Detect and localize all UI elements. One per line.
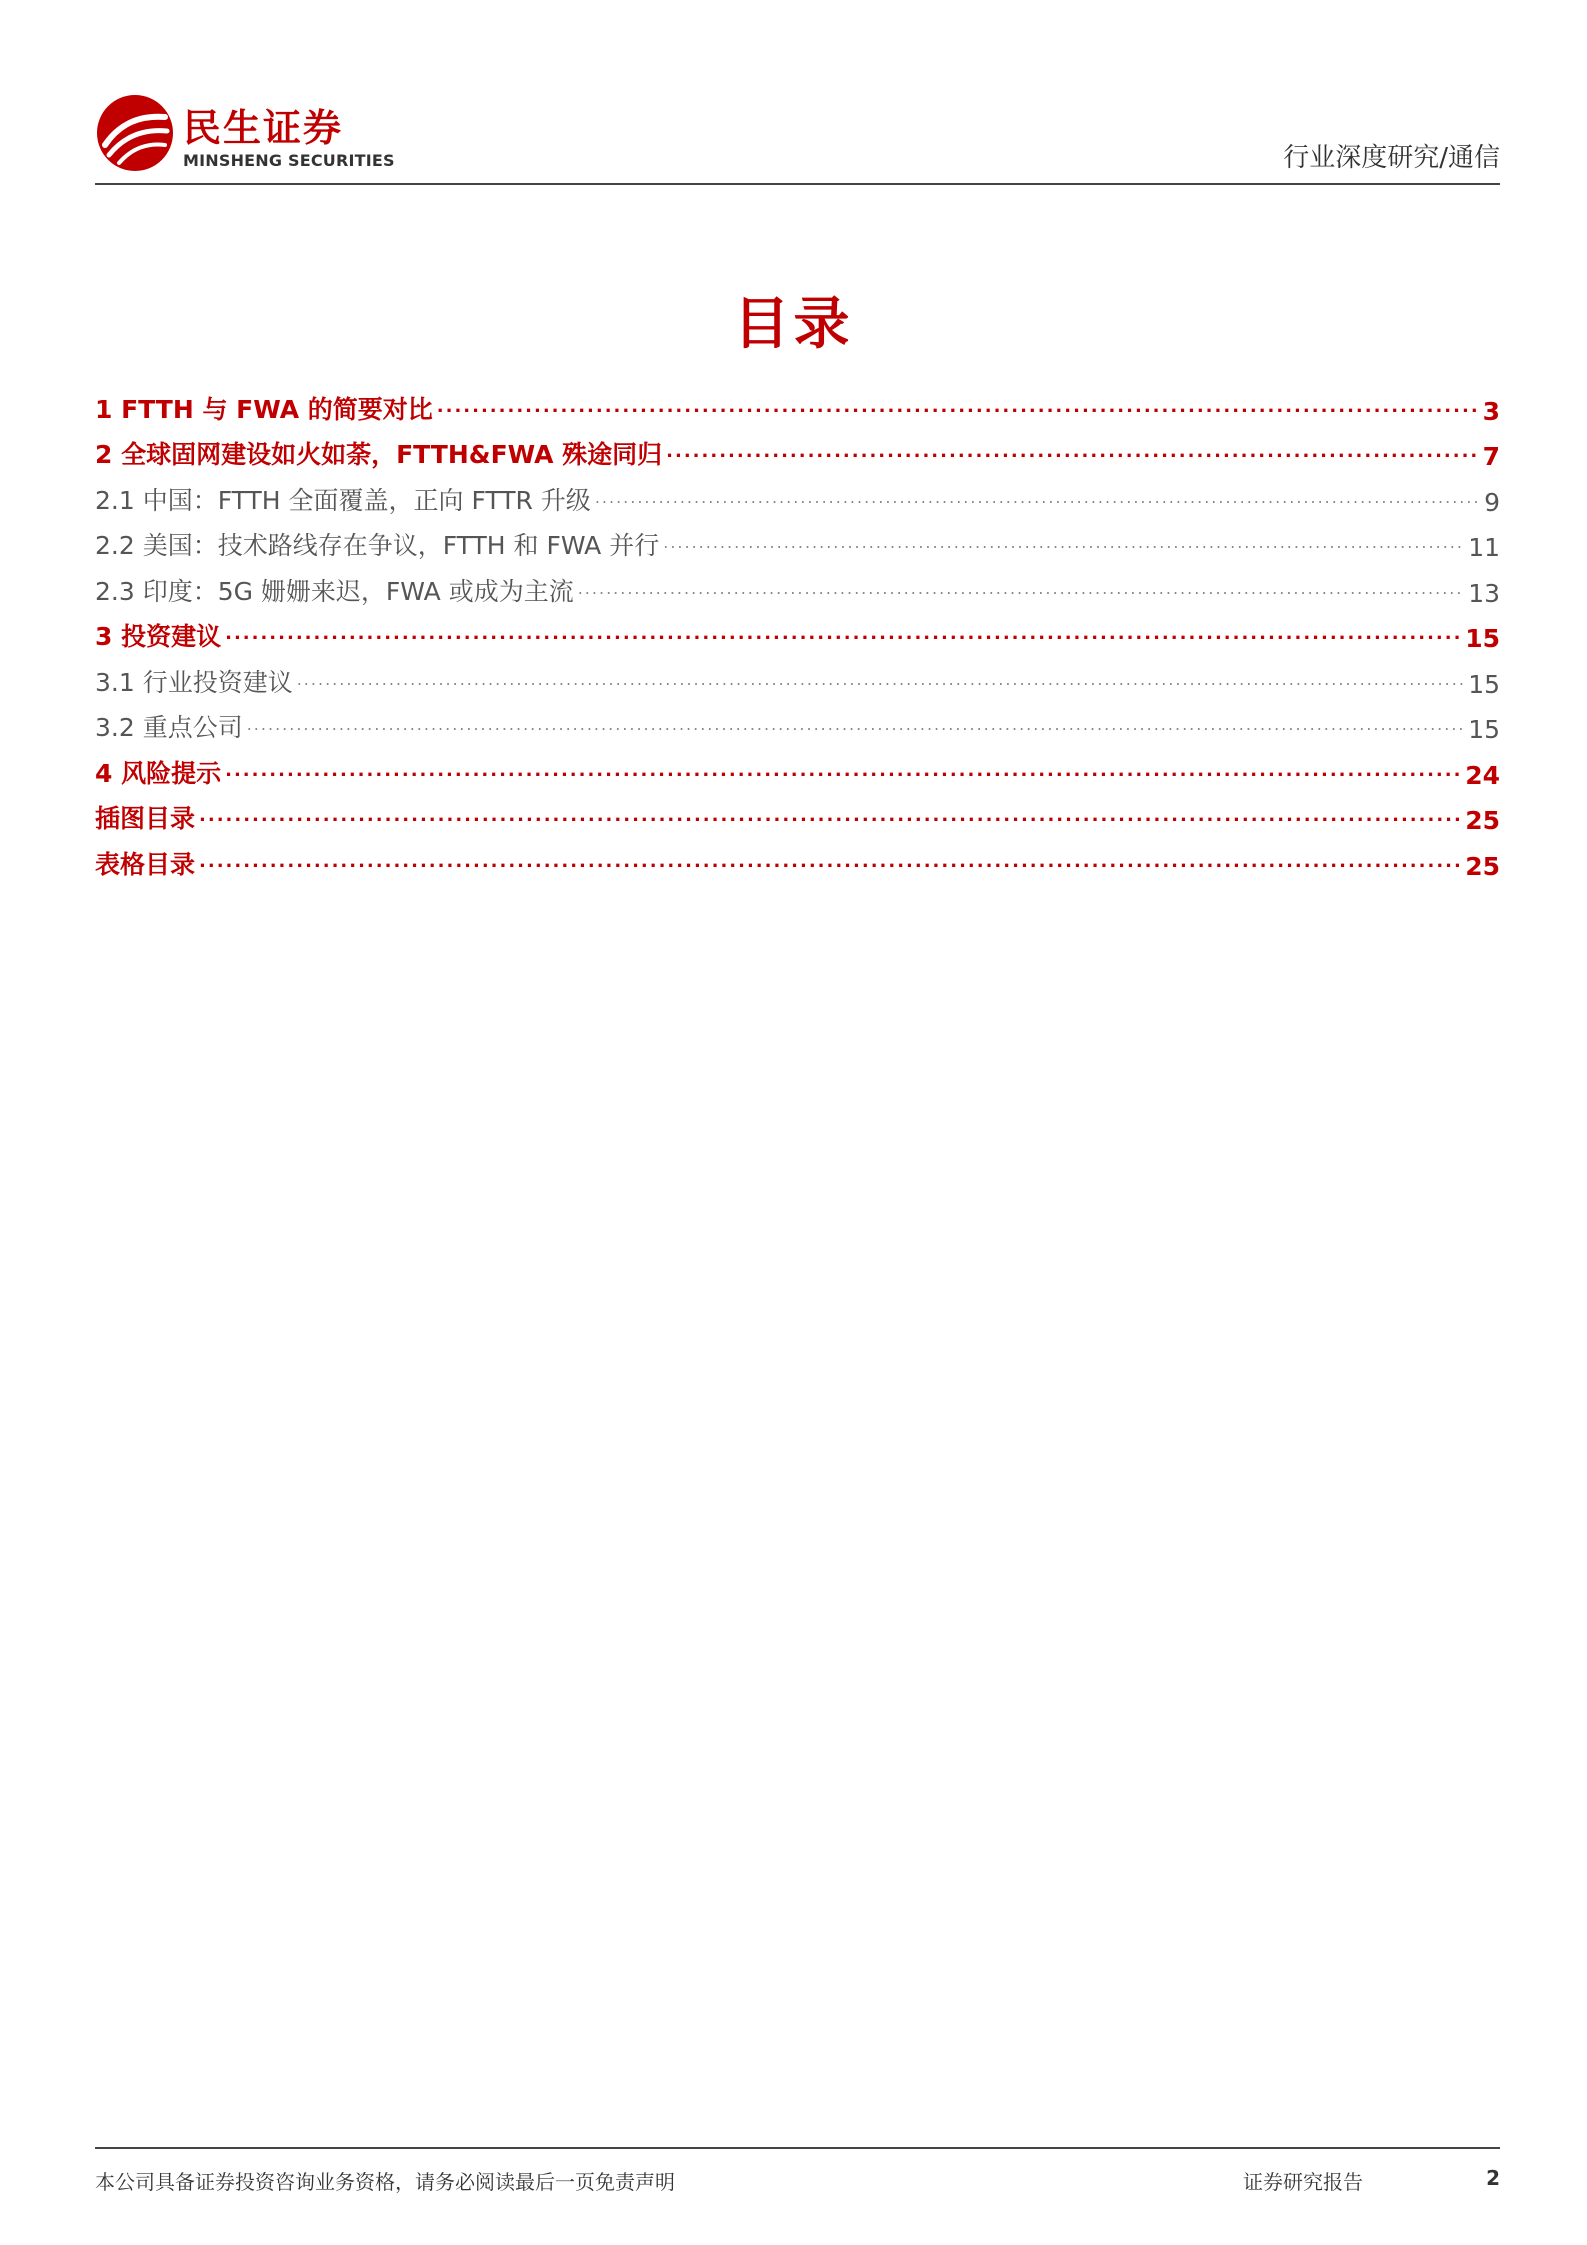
toc-entry-page[interactable]: 15 — [1468, 715, 1500, 744]
toc-entry[interactable] — [95, 699, 1500, 745]
report-category: 行业深度研究/通信 — [1283, 143, 1500, 173]
toc-entry-page[interactable]: 24 — [1465, 760, 1500, 790]
toc-entry[interactable] — [95, 562, 1500, 608]
toc-entry-label[interactable]: 表格目录 — [95, 849, 196, 879]
toc-entry-page[interactable]: 25 — [1465, 806, 1500, 835]
toc-entry-label[interactable]: 3.1 行业投资建议 — [95, 667, 293, 697]
table-of-contents — [95, 380, 1500, 881]
toc-entry[interactable] — [95, 426, 1500, 472]
toc-entry-label[interactable]: 2.2 美国：技术路线存在争议，FTTH 和 FWA 并行 — [95, 531, 660, 560]
toc-dot-leader — [595, 488, 1480, 507]
toc-entry-page[interactable]: 3 — [1482, 396, 1500, 426]
toc-dot-leader — [578, 579, 1464, 598]
toc-entry-label[interactable]: 3.2 重点公司 — [95, 713, 243, 742]
toc-entry-label[interactable]: 2 全球固网建设如火如荼，FTTH&FWA 殊途同归 — [95, 440, 663, 469]
footer-divider — [95, 2147, 1500, 2149]
toc-entry[interactable] — [95, 835, 1500, 881]
toc-title: 目录 — [733, 292, 854, 357]
toc-entry[interactable] — [95, 653, 1500, 699]
footer-disclaimer: 本公司具备证券投资咨询业务资格，请务必阅读最后一页免责声明 — [95, 2170, 675, 2194]
toc-entry-page[interactable]: 9 — [1484, 487, 1500, 517]
footer-report-type: 证券研究报告 — [1243, 2170, 1363, 2194]
toc-entry-label[interactable]: 2.1 中国：FTTH 全面覆盖，正向 FTTR 升级 — [95, 485, 591, 515]
toc-entry[interactable] — [95, 608, 1500, 654]
toc-entry-page[interactable]: 7 — [1482, 442, 1500, 471]
toc-entry[interactable] — [95, 790, 1500, 836]
toc-entry-label[interactable]: 2.3 印度：5G 姗姗来迟，FWA 或成为主流 — [95, 576, 574, 606]
toc-dot-leader — [666, 441, 1478, 462]
page-header — [95, 85, 1500, 185]
toc-entry-page[interactable]: 15 — [1468, 669, 1500, 699]
logo-chinese-name: 民生证券 — [183, 106, 344, 150]
toc-dot-leader — [225, 623, 1461, 644]
toc-entry-page[interactable]: 25 — [1465, 851, 1500, 881]
toc-entry-page[interactable]: 11 — [1468, 533, 1500, 562]
minsheng-logo-icon — [95, 93, 175, 173]
toc-entry[interactable] — [95, 380, 1500, 426]
footer-page-number: 2 — [1486, 2166, 1500, 2190]
toc-dot-leader — [247, 715, 1464, 734]
toc-entry[interactable] — [95, 517, 1500, 563]
header-divider — [95, 183, 1500, 185]
toc-entry-label[interactable]: 1 FTTH 与 FWA 的简要对比 — [95, 394, 433, 424]
toc-entry-label[interactable]: 4 风险提示 — [95, 758, 222, 788]
toc-entry-page[interactable]: 15 — [1465, 624, 1500, 653]
toc-entry-label[interactable]: 插图目录 — [95, 804, 196, 833]
company-logo — [95, 93, 395, 173]
toc-dot-leader — [437, 396, 1479, 417]
toc-dot-leader — [199, 851, 1461, 872]
toc-entry-label[interactable]: 3 投资建议 — [95, 622, 222, 651]
logo-english-name: MINSHENG SECURITIES — [183, 151, 395, 170]
toc-entry-page[interactable]: 13 — [1468, 578, 1500, 608]
toc-dot-leader — [663, 533, 1464, 552]
toc-dot-leader — [297, 670, 1464, 689]
toc-dot-leader — [199, 805, 1461, 826]
toc-entry[interactable] — [95, 471, 1500, 517]
toc-dot-leader — [225, 760, 1461, 781]
toc-entry[interactable] — [95, 744, 1500, 790]
